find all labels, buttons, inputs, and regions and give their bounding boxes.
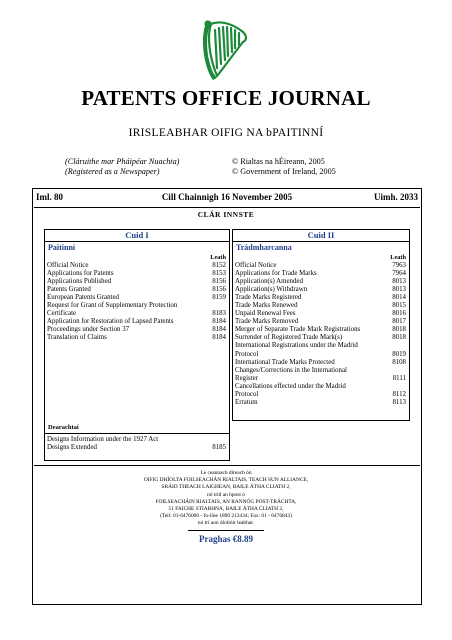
- entry-page: 8113: [392, 398, 406, 406]
- publisher-line: OIFIG DHÍOLTA FOILSEACHÁN RIALTAIS, TEACH SUN ALLIANCE,: [143, 477, 309, 484]
- entry-page: 8184: [212, 318, 226, 326]
- toc-entry[interactable]: [235, 399, 406, 407]
- toc-entry[interactable]: [47, 302, 226, 310]
- journal-subtitle: IRISLEABHAR OIFIG NA bPAITINNÍ: [128, 127, 324, 139]
- publisher-line: FOILSEACHÁIN RIALTAIS, AN RANNÓG POST-TRÁCHTA,: [155, 498, 297, 505]
- toc-entry[interactable]: [235, 310, 406, 318]
- toc-entry[interactable]: [235, 326, 406, 334]
- toc-entry[interactable]: [235, 351, 406, 359]
- entry-label: Surrender of Registered Trade Mark(s): [235, 334, 343, 342]
- publisher-line: SRÁID THEACH LAIGHEAN, BAILE ÁTHA CLIATH 2,: [161, 484, 291, 491]
- part2-heading: Cuid II: [233, 230, 409, 242]
- entry-page: 8112: [392, 390, 406, 398]
- trademarks-list: [235, 262, 406, 407]
- entry-label: Trade Marks Registered: [235, 294, 302, 302]
- page-column-header: Leath: [390, 254, 406, 261]
- entry-page: 8185: [212, 444, 226, 452]
- entry-label: European Patents Granted: [47, 294, 119, 302]
- toc-entry[interactable]: [47, 278, 226, 286]
- toc-entry[interactable]: [235, 375, 406, 383]
- patents-list: [47, 262, 226, 342]
- entry-page: 8014: [392, 294, 406, 302]
- designs-section-label: Dearachtaí: [48, 424, 79, 431]
- entry-label: Changes/Corrections in the International: [235, 366, 347, 374]
- part2-box: [232, 229, 410, 421]
- divider: [188, 530, 264, 531]
- entry-label: Official Notice: [47, 262, 89, 269]
- harp-emblem-icon: [197, 16, 255, 84]
- toc-entry[interactable]: [235, 302, 406, 310]
- toc-entry[interactable]: [235, 278, 406, 286]
- divider: [34, 207, 420, 208]
- entry-label: Trade Marks Removed: [235, 318, 299, 326]
- entry-label: Erratum: [235, 398, 258, 406]
- publisher-line: (Teil: 01-6476000 - fo-líne 1890 213434; Fax: 01 - 6476843): [160, 513, 292, 520]
- entry-page: 8111: [392, 374, 406, 382]
- toc-entry[interactable]: [47, 262, 226, 270]
- toc-entry[interactable]: [47, 318, 226, 326]
- page-column-header: Leath: [210, 254, 226, 261]
- copyright-note: [232, 157, 336, 177]
- entry-label: Unpaid Renewal Fees: [235, 310, 296, 318]
- journal-title: PATENTS OFFICE JOURNAL: [81, 86, 371, 110]
- toc-entry[interactable]: [47, 444, 226, 452]
- entry-page: 8013: [392, 278, 406, 286]
- issue-bar: [36, 192, 418, 206]
- issue-number: Uimh. 2033: [373, 192, 418, 202]
- entry-label: Application(s) Amended: [235, 278, 303, 286]
- toc-entry[interactable]: [47, 326, 226, 334]
- entry-label: International Registrations under the Madrid: [235, 342, 358, 350]
- part1-heading: Cuid I: [45, 230, 229, 242]
- entry-label: Trade Marks Renewed: [235, 302, 298, 310]
- volume-number: Iml. 80: [36, 192, 63, 202]
- part1-box: [44, 229, 230, 461]
- entry-label: Merger of Separate Trade Mark Registrations: [235, 326, 361, 334]
- toc-entry[interactable]: [235, 359, 406, 367]
- toc-entry[interactable]: [235, 367, 406, 375]
- entry-page: 8017: [392, 318, 406, 326]
- toc-title: CLÁR INNSTE: [197, 210, 255, 219]
- entry-label: Designs Extended: [47, 444, 97, 452]
- entry-label: Application(s) Withdrawn: [235, 286, 308, 294]
- toc-entry[interactable]: [47, 294, 226, 302]
- publisher-line: Le ceannach díreach ón: [200, 470, 252, 476]
- price-label: Praghas €8.89: [199, 534, 253, 544]
- publisher-info: [0, 470, 452, 528]
- entry-page: 8156: [212, 278, 226, 286]
- toc-entry[interactable]: [47, 436, 226, 444]
- toc-entry[interactable]: [235, 270, 406, 278]
- toc-entry[interactable]: [235, 262, 406, 270]
- entry-page: 7963: [392, 262, 406, 269]
- registration-note: [65, 157, 179, 177]
- entry-page: 8013: [392, 286, 406, 294]
- entry-label: Applications for Patents: [47, 270, 114, 278]
- entry-label: Request for Grant of Supplementary Protection: [47, 302, 178, 310]
- entry-label: Translation of Claims: [47, 334, 107, 342]
- publisher-line: nó tríd an bpost ó: [207, 491, 245, 498]
- toc-entry[interactable]: [47, 310, 226, 318]
- entry-page: 8156: [212, 286, 226, 294]
- entry-label: Proceedings under Section 37: [47, 326, 130, 334]
- entry-page: 8184: [212, 334, 226, 342]
- entry-label: Applications Published: [47, 278, 112, 286]
- divider: [34, 465, 420, 466]
- toc-entry[interactable]: [235, 294, 406, 302]
- toc-entry[interactable]: [47, 286, 226, 294]
- entry-page: 8152: [212, 262, 226, 269]
- toc-entry[interactable]: [47, 270, 226, 278]
- entry-page: 8016: [392, 310, 406, 318]
- entry-page: 8108: [392, 358, 406, 366]
- entry-page: 8183: [212, 310, 226, 318]
- entry-page: 8159: [212, 294, 226, 302]
- entry-label: International Trade Marks Protected: [235, 358, 335, 366]
- copyright-line: © Government of Ireland, 2005: [232, 167, 336, 176]
- toc-entry[interactable]: [235, 318, 406, 326]
- trademarks-section-label: Trádmharcanna: [236, 243, 292, 252]
- entry-label: Register: [235, 374, 258, 382]
- entry-label: Certificate: [47, 310, 77, 318]
- entry-page: 8018: [392, 334, 406, 342]
- patents-section-label: Paitinní: [48, 243, 76, 252]
- registration-line: (Cláruithe mar Pháipéar Nuachta): [65, 157, 180, 166]
- divider: [45, 433, 229, 434]
- entry-page: 8153: [212, 270, 226, 278]
- toc-entry[interactable]: [235, 342, 406, 350]
- publisher-line: 51 FAICHE STIABHNA, BAILE ÁTHA CLIATH 2,: [168, 506, 284, 513]
- entry-label: Patents Granted: [47, 286, 91, 294]
- entry-label: Official Notice: [235, 262, 277, 269]
- toc-entry[interactable]: [235, 286, 406, 294]
- entry-page: 8018: [392, 326, 406, 334]
- issue-date: Cill Chainnigh 16 November 2005: [161, 192, 293, 202]
- entry-label: Applications for Trade Marks: [235, 270, 317, 278]
- registration-line: (Registered as a Newspaper): [65, 167, 160, 176]
- entry-page: 8015: [392, 302, 406, 310]
- toc-entry[interactable]: [235, 334, 406, 342]
- designs-list: [47, 436, 226, 452]
- copyright-line: © Rialtas na hÉireann, 2005: [232, 157, 325, 166]
- entry-label: Designs Information under the 1927 Act: [47, 436, 159, 443]
- toc-entry[interactable]: [235, 391, 406, 399]
- entry-label: Cancellations effected under the Madrid: [235, 382, 346, 390]
- entry-label: Protocol: [235, 350, 259, 358]
- toc-entry[interactable]: [47, 334, 226, 342]
- entry-page: 7964: [392, 270, 406, 278]
- entry-page: 8019: [392, 350, 406, 358]
- entry-label: Application for Restoration of Lapsed Patents: [47, 318, 174, 326]
- toc-entry[interactable]: [235, 383, 406, 391]
- publisher-line: nó trí aon díoltóir leabhar.: [197, 520, 255, 527]
- entry-label: Protocol: [235, 390, 259, 398]
- entry-page: 8184: [212, 326, 226, 334]
